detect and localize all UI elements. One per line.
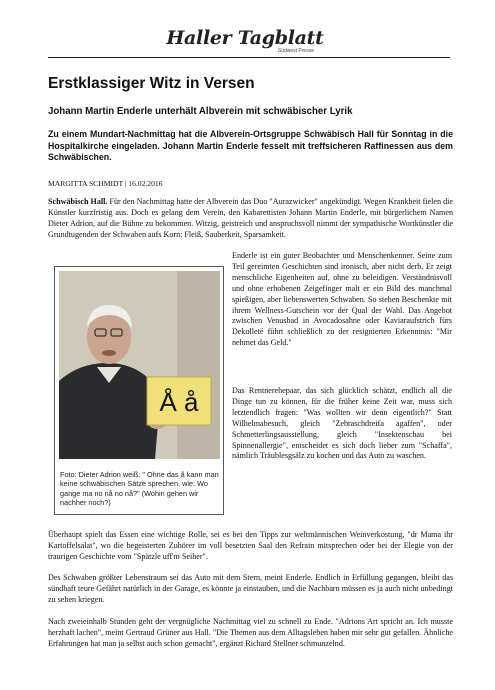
article-paragraph-5: Des Schwaben größter Lebenstraum sei das Auto mit dem Stern, meint Enderle. Endlich in Erfüllung gegangen, bleibt das sündhaft teure Gefährt natürlich in der Garage, es könnte ja einstauben, und die Nachbarn müssen es ja auch nicht unbedingt zu sehen kriegen. — [48, 573, 453, 604]
letter-sign-text: Å å — [159, 387, 199, 417]
speaker-mouth — [102, 350, 116, 356]
photo-wall-shadow — [177, 271, 220, 459]
article-paragraph-6: Nach zweieinhalb Stunden geht der vergnügliche Nachmittag viel zu schnell zu Ende. "Adrions Art spricht an. Ich musste herzhaft lachen", meint Gertraud Grüner aus Hall. "Die Themen aus dem Alltagsleben haben mir sehr gut gefallen. Ähnliche Erfahrungen hat man ja selbst auch schon gemacht", ergänzt Richard Stellner schmunzelnd. — [48, 617, 453, 648]
paragraph-1-text: Für den Nachmittag hatte der Albverein das Duo "Aurazwicker" angekündigt. Wegen Krankheit fielen die Künstler kurzfristig aus. Doch es gelang dem Verein, den Kabarettisten Johann Martin Enderle, mit bürgerlichem Namen Dieter Adrion, auf die Bühne zu bekommen. Witzig, geistreich und anspruchsvoll nimmt der sympathische Wortkünstler die Grundtugenden der Schwaben aufs Korn: Fleiß, Sauberkeit, Sparsamkeit. — [48, 197, 454, 239]
article-lead: Zu einem Mundart-Nachmittag hat die Albverein-Ortsgruppe Schwäbisch Hall für Sonntag in die Hospitalkirche eingeladen. Johann Martin Enderle fesselt mit treffsicheren Raffinessen aus dem Schwäbischen. — [48, 129, 453, 162]
article-byline: MARGITTA SCHMIDT | 16.02.2016 — [48, 179, 163, 188]
photo-illustration — [59, 271, 220, 459]
photo-caption: Foto: Dieter Adrion weiß: " Ohne das å kann man keine schwäbischen Sätze sprechen, wie: Wo gange ma no nå no nå?" (Wohin gehen wir nachher noch?) — [60, 470, 219, 507]
masthead-rule — [48, 57, 450, 58]
article-paragraph-2: Enderle ist ein guter Beobachter und Menschenkenner. Seine zum Teil gereimten Geschichten sind ironisch, aber nicht derb. Er zeigt menschliche Eigenheiten auf, ohne zu beleidigen. Verständnisvoll und ohne erhobenen Zeigefinger malt er ein Bild des manchmal spießigen, aber liebenswerten Schwaben. So stehen Beschenkte mit ihrem Wellness-Gutschein vor der Qual der Wahl. Das Angebot zwischen Venusbad in Avocadosahne oder Kaviaraufstrich fürs Dekolleté führt schließlich zu der resignierten Erkenntnis: "Mir nehmet das Geld." — [232, 251, 452, 348]
masthead-logo: Haller Tagblatt — [166, 27, 324, 49]
article-paragraph-1 — [48, 197, 453, 241]
article-paragraph-3: Das Rentnerehepaar, das sich glücklich schätzt, endlich all die Dinge tun zu können, für die früher keine Zeit war, muss sich letztendlich fragen: "Was wollten wir denn eigentlich?" Statt Wilhelmabesuch, gleich "Zebraschdreifa agaffen", oder Schmetterlingsausstellung, gleich "Insektenschau bei Spinnenallergie", entscheidet es sich doch lieber zum "Schaffa", nämlich Träublesgsälz zu kochen und das Auto zu waschen. — [232, 386, 452, 461]
article-photo — [59, 271, 220, 459]
article-dateline: Schwäbisch Hall. — [48, 197, 108, 206]
masthead — [150, 28, 340, 54]
article-subheadline: Johann Martin Enderle unterhält Albverein mit schwäbischer Lyrik — [48, 106, 353, 117]
masthead-subtitle: Südwest Presse — [277, 48, 314, 54]
photo-figure — [54, 266, 224, 515]
article-paragraph-4: Überhaupt spielt das Essen eine wichtige Rolle, sei es bei den Tipps zur weltmännischen Weinverkostung, "dr Mama ihr Kartoffelsalat", wo die begeisterten Zuhörer im voll besetzten Saal den Refrain mitsprechen oder bei der Elegie von der traurigen Geschichte vom "Spätzle uff'm Seiher". — [48, 530, 453, 561]
article-headline: Erstklassiger Witz in Versen — [48, 75, 255, 92]
